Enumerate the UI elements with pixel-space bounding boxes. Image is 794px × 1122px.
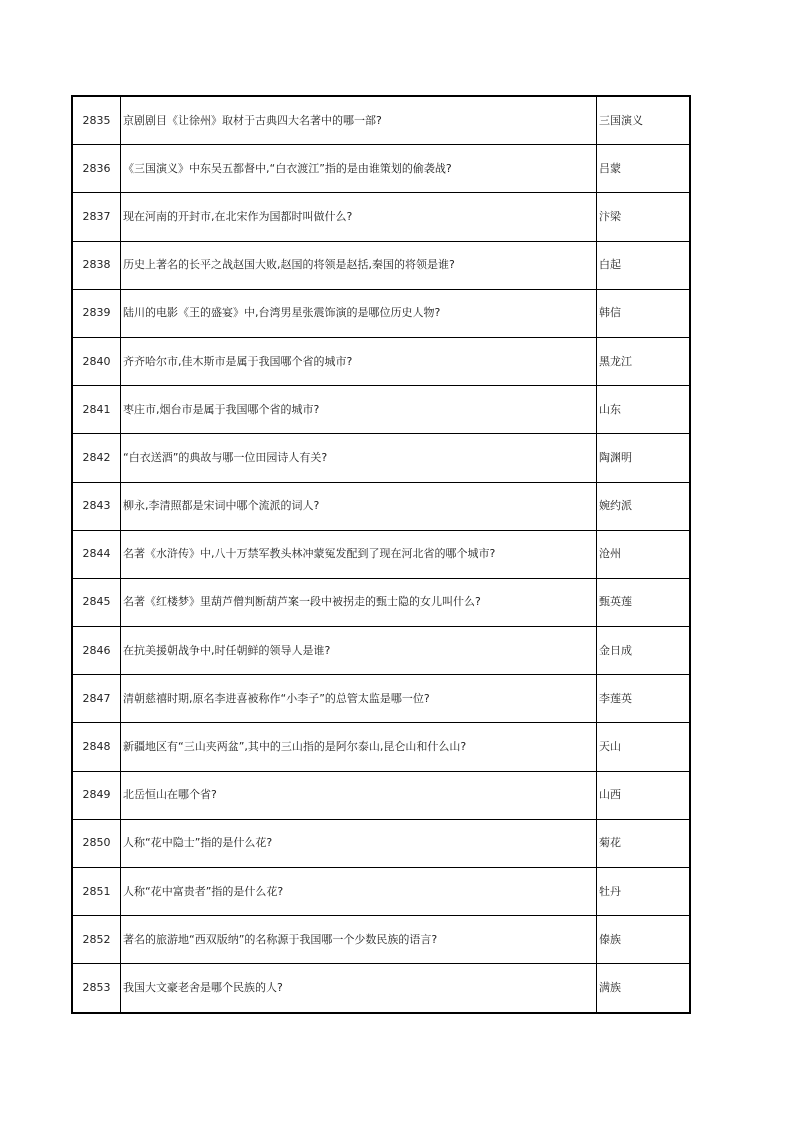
row-number-cell: 2840	[72, 337, 121, 385]
answer-cell: 山西	[597, 771, 691, 819]
table-row	[72, 723, 690, 771]
table-row	[72, 482, 690, 530]
row-number-cell: 2852	[72, 916, 121, 964]
row-number-cell: 2843	[72, 482, 121, 530]
table-row	[72, 434, 690, 482]
question-cell: 人称“花中富贵者”指的是什么花?	[121, 868, 597, 916]
answer-cell: 陶渊明	[597, 434, 691, 482]
question-cell: 历史上著名的长平之战赵国大败,赵国的将领是赵括,秦国的将领是谁?	[121, 241, 597, 289]
answer-cell: 汴梁	[597, 193, 691, 241]
table-row	[72, 337, 690, 385]
table-row	[72, 530, 690, 578]
answer-cell: 黑龙江	[597, 337, 691, 385]
question-cell: 清朝慈禧时期,原名李进喜被称作“小李子”的总管太监是哪一位?	[121, 675, 597, 723]
quiz-table	[71, 95, 691, 1014]
answer-cell: 牡丹	[597, 868, 691, 916]
table-row	[72, 386, 690, 434]
table-row	[72, 964, 690, 1013]
answer-cell: 白起	[597, 241, 691, 289]
table-row	[72, 675, 690, 723]
answer-cell: 吕蒙	[597, 145, 691, 193]
answer-cell: 甄英莲	[597, 578, 691, 626]
answer-cell: 金日成	[597, 627, 691, 675]
answer-cell: 山东	[597, 386, 691, 434]
table-row	[72, 627, 690, 675]
table-row	[72, 578, 690, 626]
answer-cell: 傣族	[597, 916, 691, 964]
answer-cell: 李莲英	[597, 675, 691, 723]
table-row	[72, 868, 690, 916]
answer-cell: 韩信	[597, 289, 691, 337]
question-cell: 枣庄市,烟台市是属于我国哪个省的城市?	[121, 386, 597, 434]
row-number-cell: 2842	[72, 434, 121, 482]
table-row	[72, 289, 690, 337]
question-cell: 现在河南的开封市,在北宋作为国都时叫做什么?	[121, 193, 597, 241]
answer-cell: 菊花	[597, 819, 691, 867]
answer-cell: 满族	[597, 964, 691, 1013]
answer-cell: 沧州	[597, 530, 691, 578]
question-cell: 北岳恒山在哪个省?	[121, 771, 597, 819]
row-number-cell: 2846	[72, 627, 121, 675]
row-number-cell: 2853	[72, 964, 121, 1013]
quiz-table-body	[72, 96, 690, 1013]
table-row	[72, 145, 690, 193]
table-row	[72, 819, 690, 867]
answer-cell: 婉约派	[597, 482, 691, 530]
row-number-cell: 2845	[72, 578, 121, 626]
question-cell: “白衣送酒”的典故与哪一位田园诗人有关?	[121, 434, 597, 482]
row-number-cell: 2848	[72, 723, 121, 771]
question-cell: 在抗美援朝战争中,时任朝鲜的领导人是谁?	[121, 627, 597, 675]
question-cell: 柳永,李清照都是宋词中哪个流派的词人?	[121, 482, 597, 530]
answer-cell: 三国演义	[597, 96, 691, 145]
table-row	[72, 771, 690, 819]
row-number-cell: 2844	[72, 530, 121, 578]
table-row	[72, 193, 690, 241]
question-cell: 名著《红楼梦》里葫芦僧判断葫芦案一段中被拐走的甄士隐的女儿叫什么?	[121, 578, 597, 626]
row-number-cell: 2850	[72, 819, 121, 867]
question-cell: 名著《水浒传》中,八十万禁军教头林冲蒙冤发配到了现在河北省的哪个城市?	[121, 530, 597, 578]
row-number-cell: 2837	[72, 193, 121, 241]
question-cell: 《三国演义》中东吴五都督中,“白衣渡江”指的是由谁策划的偷袭战?	[121, 145, 597, 193]
answer-cell: 天山	[597, 723, 691, 771]
row-number-cell: 2851	[72, 868, 121, 916]
question-cell: 我国大文豪老舍是哪个民族的人?	[121, 964, 597, 1013]
question-cell: 新疆地区有“三山夹两盆”,其中的三山指的是阿尔泰山,昆仑山和什么山?	[121, 723, 597, 771]
row-number-cell: 2835	[72, 96, 121, 145]
question-cell: 人称“花中隐士”指的是什么花?	[121, 819, 597, 867]
row-number-cell: 2849	[72, 771, 121, 819]
row-number-cell: 2847	[72, 675, 121, 723]
table-row	[72, 241, 690, 289]
row-number-cell: 2839	[72, 289, 121, 337]
table-row	[72, 96, 690, 145]
row-number-cell: 2838	[72, 241, 121, 289]
table-row	[72, 916, 690, 964]
question-cell: 陆川的电影《王的盛宴》中,台湾男星张震饰演的是哪位历史人物?	[121, 289, 597, 337]
question-cell: 京剧剧目《让徐州》取材于古典四大名著中的哪一部?	[121, 96, 597, 145]
question-cell: 齐齐哈尔市,佳木斯市是属于我国哪个省的城市?	[121, 337, 597, 385]
row-number-cell: 2841	[72, 386, 121, 434]
row-number-cell: 2836	[72, 145, 121, 193]
question-cell: 著名的旅游地“西双版纳”的名称源于我国哪一个少数民族的语言?	[121, 916, 597, 964]
